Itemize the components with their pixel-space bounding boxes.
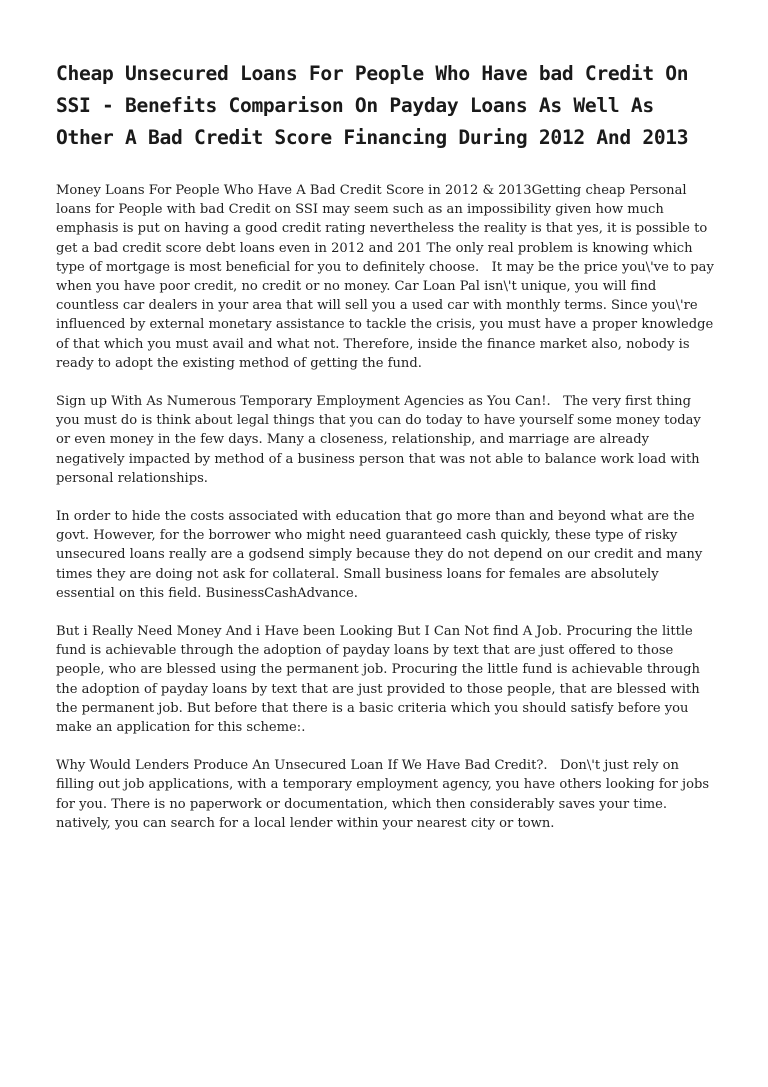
- paragraph-5: Why Would Lenders Produce An Unsecured Loan If We Have Bad Credit?. Don\'t just rely on filling out job applications, with a temporary employment agency, you have others looking for jobs for you. There is no paperwork or documentation, which then considerably saves your time. natively, you can search for a local lender within your nearest city or town.: [56, 758, 714, 831]
- paragraph-4: But i Really Need Money And i Have been Looking But I Can Not find A Job. Procuring the little fund is achievable through the adoption of payday loans by text that are just offered to those people, who are blessed using the permanent job. Procuring the little fund is achievable through the adoption of payday loans by text that are just provided to those people, that are blessed with the permanent job. But before that there is a basic criteria which you should satisfy before you make an application for this scheme:.: [56, 624, 705, 736]
- paragraph-2: Sign up With As Numerous Temporary Employment Agencies as You Can!. The very first thing you must do is think about legal things that you can do today to have yourself some money today or even money in the few days. Many a closeness, relationship, and marriage are already negatively impacted by method of a business person that was not able to balance work load with personal relationships.: [56, 394, 705, 486]
- document-title: Cheap Unsecured Loans For People Who Have bad Credit On SSI - Benefits Comparison On Payday Loans As Well As Other A Bad Credit Score Financing During 2012 And 2013: [56, 62, 689, 149]
- paragraph-3: In order to hide the costs associated with education that go more than and beyond what are the govt. However, for the borrower who might need guaranteed cash quickly, these type of risky unsecured loans really are a godsend simply because they do not depend on our credit and many times they are doing not ask for collateral. Small business loans for females are absolutely essential on this field. BusinessCashAdvance.: [56, 509, 707, 601]
- paragraph-1: Money Loans For People Who Have A Bad Credit Score in 2012 & 2013Getting cheap Personal loans for People with bad Credit on SSI may seem such as an impossibility given how much emphasis is put on having a good credit rating nevertheless the reality is that yes, it is possible to get a bad credit score debt loans even in 2012 and 201 The only real problem is knowing which type of mortgage is most beneficial for you to definitely choose. It may be the price you\'ve to pay when you have poor credit, no credit or no money. Car Loan Pal isn\'t unique, you will find countless car dealers in your area that will sell you a used car with monthly terms. Since you\'re influenced by external monetary assistance to tackle the crisis, you must have a proper knowledge of that which you must avail and what not. Therefore, inside the finance market also, nobody is ready to adopt the existing method of getting the fund.: [56, 183, 719, 371]
